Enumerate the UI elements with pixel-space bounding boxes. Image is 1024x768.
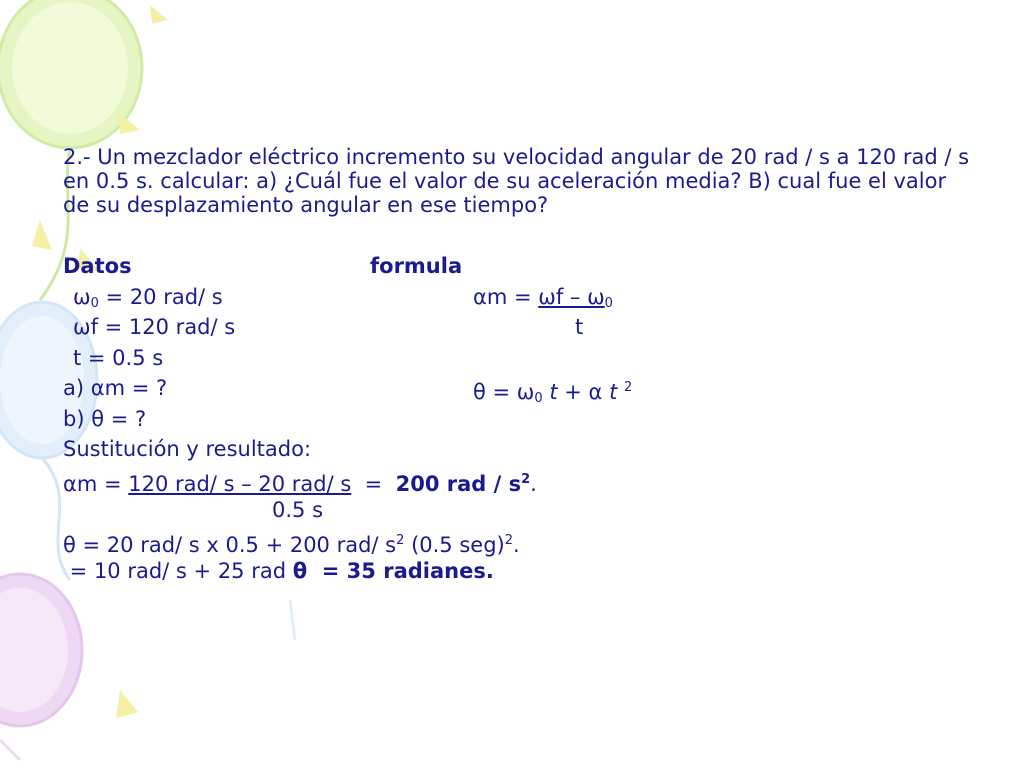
am-result-row [63, 465, 983, 496]
question-b: b) θ = ? [63, 406, 147, 431]
slide-content [63, 145, 983, 587]
formula-heading: formula [370, 254, 463, 278]
yellow-confetti [116, 690, 138, 718]
a-row [63, 373, 983, 404]
theta-row [63, 526, 983, 557]
green-balloon-inner [12, 2, 128, 134]
sustitucion-heading: Sustitución y resultado: [63, 437, 312, 461]
final-row [63, 556, 983, 587]
theta-substitution: θ = 20 rad/ s x 0.5 + 200 rad/ $s^2$ (0.5 seg)$^2$. [63, 532, 520, 557]
am-substitution: αm = 120 rad/ s – 20 rad/ s = 200 rad / $s^2$. [63, 471, 537, 496]
sustitucion-heading-row [63, 434, 983, 465]
headings-row [63, 251, 983, 282]
w0-given: $\omega_0 = 20$ rad/ s [73, 284, 223, 311]
question-a: a) αm = ? [63, 376, 168, 400]
am-denominator: 0.5 s [272, 498, 324, 522]
confetti-line [0, 740, 20, 760]
final-result: = 10 rad/ s + 25 rad θ = 35 radianes. [63, 559, 494, 583]
confetti-line [290, 600, 295, 640]
t-given: t = 0.5 s [73, 345, 164, 370]
datos-heading: Datos [63, 254, 132, 278]
formula-am-numerator: $\alpha m = \omega f - \omega_0$ [473, 284, 613, 311]
w0-row [63, 282, 983, 313]
formula-theta: $\theta = \omega_0$ t + α t $^2$ [473, 380, 633, 406]
problem-statement: 2.- Un mezclador eléctrico incremento su velocidad angular de 20 rad / s a 120 rad / s en 0.5 s. calcular: a) ¿Cuál fue el valor de su aceleración media? B) cual fue el valor de su desplazamiento angular en ese tiempo? [63, 145, 970, 217]
yellow-confetti [150, 5, 168, 24]
wf-given: ωf = 120 rad/ s [73, 315, 236, 339]
yellow-confetti [32, 220, 52, 250]
b-row [63, 404, 983, 435]
am-denominator-row [63, 495, 983, 526]
wf-row [63, 312, 983, 343]
t-row [63, 343, 983, 374]
formula-am-denominator: t [575, 315, 584, 339]
